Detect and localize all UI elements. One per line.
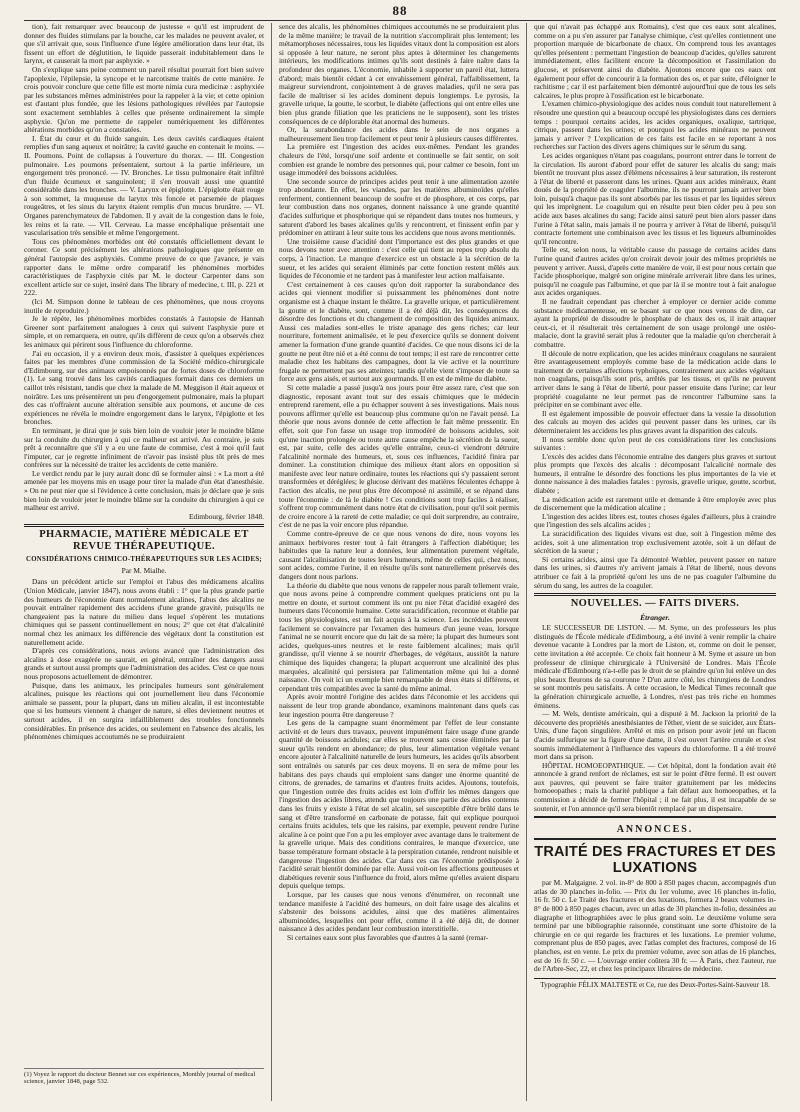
column-divider: [526, 23, 527, 1101]
paragraph: tion), fait remarquer avec beaucoup de justesse « qu'il est imprudent de donner des fluides stimulans par la bouche, car les malades ne peuvent avaler, et que s'il arrivait que, sous l'influence d'une légère amélioration dans leur état, ils fissent un effort de déglutition, le liquide passerait indubitablement dans le larynx, et causerait la mort par asphyxie. »: [24, 23, 264, 66]
paragraph: C'est certainement à ces causes qu'on doit rapporter la surabondance des acides qui viennent modifier si puissamment les phénomènes dont notre organisme est à chaque instant le théâtre. La gravelle urique, et particulièrement la goutte et le diabète, sont, comme il a été déjà dit, les conséquences du désordre des fonctions et du changement de composition des liquides animaux. Aussi ces maladies sont-elles le triste apanage des gens riches; car leur nourriture, fortement animalisée, et le peu d'exercice qu'ils se donnent doivent amener la formation d'une grande quantité d'acides. Ce que nous disons ici de la goutte ne peut être nié et a été connu de tout temps; il est rare de rencontrer cette maladie chez les habitans des campagnes, dont la vie active et la nourriture frugale ne permettent pas ses atteintes; tandis qu'elle vient s'imposer de toute sa force aux gens aisés, et surtout aux gourmands. Il en est de même du diabète.: [279, 279, 519, 384]
ad-title: TRAITÉ DES FRACTURES ET DES LUXATIONS: [534, 844, 776, 877]
news-subsection: Étranger.: [640, 613, 670, 623]
paragraph: D'après ces considérations, nous avions avancé que l'administration des alcalins à dose exagérée ne saurait, en général, entraîner des dangers aussi grands et surtout aussi prompts que l'administration des acides. C'est ce que nous nous proposons actuellement de démontrer.: [24, 646, 264, 681]
page-number: 88: [392, 3, 408, 18]
paragraph: On s'explique sans peine comment un pareil résultat pourrait fort bien suivre l'apoplexie, l'épilepsie, la syncope et le narcotisme traités de cette manière. Je crois pouvoir conclure que cette fille est morte nimia cura medicinæ : asphyxiée par les substances mêmes administrées pour la rappeler à la vie; et cette opinion est d'autant plus fondée, que les lésions pathologiques révélées par l'autopsie sont exactement semblables à celles que présente ordinairement la simple asphyxie. Qu'on me permette de rappeler numériquement les différentes altérations morbides qu'on a constatées.: [24, 64, 264, 135]
article-title: CONSIDÉRATIONS CHIMICO-THÉRAPEUTIQUES SUR LES ACIDES;: [26, 556, 262, 564]
paragraph: (Ici M. Simpson donne le tableau de ces phénomènes, que nous croyons inutile de reproduire.): [24, 297, 264, 315]
paragraph: Il est également impossible de pouvoir effectuer dans la vessie la dissolution des calculs au moyen des acides qui peuvent passer dans les urines, car ils détermineraient les accidens les plus graves avant la disparition des calculs.: [534, 408, 776, 435]
column-divider: [271, 23, 272, 1101]
paragraph: L'excès des acides dans l'économie entraîne des dangers plus graves et surtout plus prompts que l'excès des alcalis : décomposant l'alcalicité normale des humeurs, il entraîne le désordre des fonctions les plus importantes de la vie et donne naissance à des maladies fatales : pyrosis, gravelle urique, goutte, scorbut, diabète ;: [534, 451, 776, 496]
paragraph: Il nous semble donc qu'on peut de ces considérations tirer les conclusions suivantes :: [534, 434, 776, 453]
paragraph: Puisque, dans les animaux, les principales humeurs sont généralement alcalines, puisque les réactions qui ont journellement lieu dans l'économie animale se passent, pour la plupart, dans un milieu alcalin, il est incontestable que si les humeurs viennent à changer de nature, si elles deviennent neutres et surtout acides, il en surgira infailliblement des troubles fonctionnels considérables. En présence des acides, ou seulement en l'absence des alcalis, les phénomènes chimiques accoutumés ne se produiraient: [24, 680, 264, 742]
paragraph: Les gens de la campagne suant énormément par l'effet de leur constante activité et de leurs durs travaux, peuvent impunément faire usage d'une grande quantité de boissons acidules; car elles se trouvent sans cesse éliminées par la sueur qu'ils rendent en abondance; de plus, leur alimentation végétale venant encore ajouter à l'alcalinité naturelle de leurs humeurs, les acides qu'ils absorbent sont entraînés ou saturés par ces deux moyens. Il en sera de même pour les habitans des pays chauds qui emploient sans danger une énorme quantité de citrons, de grenades, de tamarins et d'autres fruits acides. Ajoutons, toutefois, que l'ingestion outrée des fruits acides est loin d'offrir les mêmes dangers que l'ingestion des acides libres, attendu que toujours une partie des acides contenus dans les fruits y existe à l'état de sel alcalin, sel susceptible d'être brûlé dans le sang et d'être transformé en carbonate de potasse, fait qui explique pourquoi certains fruits acidules, tels que les raisins, par exemple, peuvent rendre l'urine alcaline à ce point que l'on a pu les employer avec avantage dans le traitement de la gravelle urique. Mais des conditions contraires, le manque d'exercice, une basse température formant obstacle à la perspiration cutanée, rendront nuisible et dangereuse l'ingestion des acides. Car dans ces cas l'économie prédisposée à l'acidité serait bientôt dominée par elle. Aussi voit-on les affections goutteuses et diabétiques revenir sous l'influence du froid, alors même qu'elles avaient disparu depuis quelque temps.: [279, 718, 519, 891]
paragraph: Il découle de notre explication, que les acides minéraux coagulans ne sauraient être avantageusement employés comme base de la médication acide dans le traitement de certaines affections typhoïques, contrairement aux acides végétaux non coagulans, puisqu'ils sont pris, arrêtés par les tissus, et qu'ils ne peuvent arriver dans le sang à l'état de liberté, pour passer ensuite dans l'urine; car leur propriété coagulante ne leur permet pas de rencontrer l'albumine sans la précipiter en se combinant avec elle.: [534, 348, 776, 410]
paragraph: La théorie du diabète que nous venons de rappeler nous paraît tellement vraie, que nous avons peine à comprendre comment quelques praticiens ont pu la mettre en doute, et surtout comment ils ont pu nier l'état d'acidité exagéré des humeurs dans l'économie humaine. Cette suracidification, reconnue et établie par tous les physiologistes, est un fait acquis à la science. Les incrédules peuvent facilement se convaincre par l'examen des humeurs d'un jeune veau, lorsque l'animal ne se nourrit encore que du lait de sa mère; la plupart des humeurs sont acides, quelques-unes neutres et le reste faiblement alcalines; mais qu'il grandisse, qu'il vienne à se nourrir d'herbages, de végétaux, aussitôt la nature chimique des liquides changera; la plupart acquerront une alcalinité des plus marquées, alcalinité qui persistera par l'alimentation même qui lui a donné naissance. On voit ici un exemple bien remarquable de deux états si différens, et cependant très compatibles avec la santé du même animal.: [279, 580, 519, 693]
footnote: (1) Voyez le rapport du docteur Bennet sur ces expériences, Monthly journal of medical science, janvier 1848, page 532.: [24, 1068, 264, 1086]
section-rule: [534, 593, 776, 596]
paragraph: Les acides organiques n'étant pas coagulans, pourront entrer dans le torrent de la circulation. Ils auront d'abord pour effet de saturer les alcalis du sang; mais bientôt ne trouvant plus assez d'élémens nécessaires à leur saturation, ils resteront à l'état de liberté et passeront dans les urines. Quant aux acides minéraux, étant doués de la propriété de coaguler l'albumine, ils ne pourront jamais arriver bien loin, puisqu'à chaque pas ils sont absorbés par les tissus et par les liquides séreux qui les imprègnent. Le coagulum qui en résulte peut bien céder peu à peu son acide aux bases alcalines du sang; l'acide ainsi saturé peut bien alors passer dans l'urine à l'état salin, mais jamais il ne pourra y arriver à l'état de liberté, puisqu'il contracte fortement une combinaison avec les tissus et les liqueurs albuminoïdes qu'il rencontre.: [534, 150, 776, 246]
paragraph: que qui n'avait pas échappé aux Romains), c'est que ces eaux sont alcalines, comme on a pu s'en assurer par l'analyse chimique, c'est qu'elles contiennent une proportion marquée de bicarbonate de chaux. On comprend tous les avantages qu'elles présentent : permettant l'ingestion de beaucoup d'acides, qu'elles saturent immédiatement, elles facilitent encore la décomposition et l'assimilation du glucose, et préservent ainsi du diabète. Ajoutons encore que ces eaux ont également pour effet de concourir à la formation des os, et par suite, d'éloigner le rachitisme ; car il est parfaitement bien démontré aujourd'hui que de tous les sels calcaires, le plus propre à l'ossification est le bicarbonate.: [534, 23, 776, 100]
paragraph: Je le répète, les phénomènes morbides constatés à l'autopsie de Hannah Greener sont parfaitement analogues à ceux qui suivent l'asphyxie pure et simple, et on remarquera, en outre, qu'ils diffèrent de ceux qu'on a observés chez les animaux qui périrent sous l'influence du chloroforme.: [24, 314, 264, 349]
dateline: Edimbourg, février 1848.: [189, 511, 264, 521]
ad-text: par M. Malgaigne. 2 vol. in-8° de 800 à 850 pages chacun, accompagnés d'un atlas de 30 planches in-folio. — Prix du 1er volume, avec 16 planches in-folio, 16 fr. 50 c. Le Traité des fractures et des luxations, formera 2 beaux volumes in-8° de 800 à 850 pages chacun, avec un atlas de 30 planches in-folio, dessinées au diagraphe et lithographiées avec le plus grand soin. Le deuxième volume sera terminé par une bibliographie raisonnée, constituant une sorte d'histoire de la chirurgie en ce qui regarde les fractures et les luxations. Le premier volume, comprenant plus de 850 pages, avec l'atlas complet des fractures, composé de 16 planches, est en vente. Le prix du premier volume, avec son atlas de 16 planches, est de 16 fr. 50 c. — L'ouvrage entier coûtera 30 fr. — À Paris, chez l'auteur, rue de l'Arbre-Sec, 22, et chez les principaux libraires de médecine.: [534, 878, 776, 974]
paragraph: Or, la surabondance des acides dans le sein de nos organes a malheureusement lieu trop facilement et peut tenir à plusieurs causes différentes.: [279, 125, 519, 143]
paragraph: Une seconde source de principes acides peut tenir à une alimentation azotée trop abondante. En effet, les viandes, par les matières albuminoïdes qu'elles renferment, contiennent beaucoup de soufre et de phosphore, et ces corps, par leur combustion dans nos organes, donnent naissance à une grande quantité d'acides sulfurique et phosphorique qui se répandent dans toutes nos humeurs, y saturent d'abord les bases alcalines qu'ils y rencontrent, et finissent enfin par y prédominer en attirant à leur suite tous les accidens que nous avons mentionnés.: [279, 176, 519, 238]
paragraph: La médication acide est rarement utile et demande à être employée avec plus de discernement que la médication alcaline ;: [534, 494, 776, 513]
paragraph: J'ai eu occasion, il y a environ deux mois, d'assister à quelques expériences faites par les membres d'une commission de la Société médico-chirurgicale d'Edimbourg, sur des animaux empoisonnés par de fortes doses de chloroforme (1). Le sang trouvé dans les cavités cardiaques formait dans ces derniers un caillot très résistant, tandis que chez la malade de M. Meggison il était aqueux et noirâtre. Les uns présentèrent un peu d'engorgement pulmonaire, mais la plupart des cas n'offraient aucune altération sensible aux poumons, et aucune de ces expériences ne révéla le moindre engorgement dans le larynx, l'épiglotte et les bronches.: [24, 348, 264, 427]
paragraph: Une troisième cause d'acidité dont l'importance est des plus grandes et que nous devons noter avec attention : c'est celle qui tient au repos trop absolu du corps, à l'inaction. Le manque d'exercice est un obstacle à la sécrétion de la sueur, et les acides qui seraient éliminés par cette fonction restent mêlés aux liquides de l'économie et ne tardent pas à manifester leur action malfaisante.: [279, 236, 519, 281]
paragraph: I. État du cœur et du fluide sanguin. Les deux cavités cardiaques étaient remplies d'un sang aqueux et noirâtre; la cavité gauche en contenait le moins. — II. Poumons. Point de collapsus à l'ouverture du thorax. — III. Congestion pulmonaire. Les poumons présentaient, surtout à la partie inférieure, un engorgement très prononcé. — IV. Bronches. Le tissu pulmonaire était infiltré d'un fluide écumeux et sanguinolent; il s'en trouvait aussi une quantité considérable dans les bronches. — V. Larynx et épiglotte. L'épiglotte était rouge à son sommet, la muqueuse du larynx très foncée et parsemée de plaques rougeâtres, et les sinus du larynx étaient remplis d'un mucus brunâtre. — VI. Organes parenchymateux de l'abdomen. Il y avait de la congestion dans le foie, les reins et la rate. — VII. Cerveau. La masse encéphalique présentait une vascularisation très sensible et même l'engorgement.: [24, 133, 264, 238]
top-rule: [24, 20, 776, 21]
paragraph: L'examen chimico-physiologique des acides nous conduit tout naturellement à résoudre une question qui a beaucoup occupé les physiologistes dans ces derniers temps : pourquoi certains acides, les acides organiques, oxalique, tartrique, citrique, passent dans les urines; et pourquoi les acides minéraux ne peuvent jamais y arriver ? L'explication de ces faits est facile en se reportant à nos recherches sur l'action des divers agens chimiques sur le sérum du sang.: [534, 99, 776, 152]
annonces-banner: [534, 816, 776, 840]
paragraph: Après avoir montré l'origine des acides dans l'économie et les accidens qui naissent de leur trop grande abondance, examinons maintenant dans quels cas leur ingestion pourra être dangereuse ?: [279, 692, 519, 719]
paragraph: Le verdict rendu par le jury aurait donc dû se formuler ainsi : « La mort a été amenée par les moyens mis en usage pour tirer la malade d'un état d'anesthésie. » On ne peut nier que si l'évidence à cette conclusion, mais je déclare que je suis bien loin de vouloir jeter le moindre blâme sur la conduite du chirurgien à qui ce malheur est arrivé.: [24, 468, 264, 513]
printer-line: Typographie FÉLIX MALTESTE et Ce, rue des Deux-Portes-Saint-Sauveur 18.: [534, 978, 776, 989]
paragraph: Lorsque, par les causes que nous venons d'énumérer, on reconnaît une tendance manifeste à l'acidité des humeurs, on doit faire usage des alcalins et s'abstenir des boissons acidules, ainsi que des matières alimentaires albuminoïdes, lesquelles ont pour effet, comme il a été déjà dit, de donner naissance à des acides pendant leur combustion interstitielle.: [279, 889, 519, 934]
paragraph: Il ne faudrait cependant pas chercher à employer ce dernier acide comme substance médicamenteuse, en se basant sur ce que nous venons de dire, car ayant la propriété de dissoudre le phosphate de chaux des os, il irait attaquer ceux-ci, et il résulterait très certainement de son usage prolongé une ostéo-malacie, dont la gravité serait plus à redouter que la maladie qu'on chercherait à combattre.: [534, 297, 776, 349]
paragraph: Si cette maladie a passé jusqu'à nos jours pour être assez rare, c'est que son diagnostic, reposant avant tout sur des essais chimiques que le médecin entreprend rarement, elle a pu échapper souvent à ses investigations. Mais nous pouvons affirmer qu'elle est beaucoup plus commune qu'on ne l'avait pensé. La théorie que nous avons donnée de cette affection le fait même pressentir. En effet, soit que l'on fasse un usage trop immodéré de boissons acidules, soit qu'une inaction prolongée ou toute autre cause empêche la sécrétion de la sueur, est, par suite, celle des acides qu'elle entraîne, ceux-ci viendront détruire l'alcalinité normale des humeurs, et, sous ces influences, l'acidité finira par dominer. La constitution chimique des milieux étant alors en opposition si manifeste avec leur nature ordinaire, toutes les réactions qui s'y passaient seront transformées et déréglées; le glucose dérivant des matières féculentes échappe à l'action des alcalis, ne peut plus être décomposé ni assimilé, et se répand dans toute l'économie : de là le diabète ! Ces conditions sont trop faciles à réaliser, s'offrent trop communément dans notre état de civilisation, pour qu'il soit permis de croire encore à la rareté de cette maladie; ce qui doit surprendre, au contraire, c'est de ne pas la voir encore plus répandue.: [279, 382, 519, 530]
article-author: Par M. Mialhe.: [121, 566, 167, 576]
paragraph: Comme contre-épreuve de ce que nous venons de dire, nous voyons les animaux herbivores rester tout à fait étrangers à l'affection diabétique; les habitudes que la nature leur a données, leur alimentation purement végétale, causant l'alcalinisation de toutes leurs humeurs, même de celles qui, chez nous, sont acides, comme l'urine, il en résulte qu'ils sont naturellement préservés des dangers dont nous parlons.: [279, 529, 519, 581]
news-item: HÔPITAL HOMOEOPATHIQUE. — Cet hôpital, dont la fondation avait été annoncée à grand renfort de réclames, est sur le point d'être fermé. Il est ouvert aux pauvres, qui peuvent se faire traiter gratuitement par les médecins homoeopathes ; mais la charité publique a fait défaut aux homoeopathes, et la commission a décidé de fermer l'hôpital ; il ne fait plus, il est incapable de se soutenir, et l'on annonce qu'il sera bientôt remplacé par un dispensaire.: [534, 760, 776, 813]
paragraph: Tous ces phénomènes morbides ont été constatés officiellement devant le coroner. Ce sont précisément les altérations pathologiques que présente en général l'autopsie des asphyxiés. Comme preuve de ce que j'avance, je vais rapporter dans le même ordre comparatif les phénomènes morbides caractéristiques de l'asphyxie cités par M. le docteur Carpenter dans son excellent article sur ce sujet, inséré dans The library of medecine, t. III, p. 221 et 222.: [24, 236, 264, 298]
paragraph: L'ingestion des acides libres est, toutes choses égales d'ailleurs, plus à craindre que l'ingestion des sels alcalins acides ;: [534, 511, 776, 530]
column-3: [534, 23, 776, 1101]
paragraph: Si certaines eaux sont plus favorables que d'autres à la santé (remar-: [287, 932, 489, 942]
paragraph: Telle est, selon nous, la véritable cause du passage de certains acides dans l'urine quand d'autres acides qu'on croirait devoir jouir des mêmes propriétés ne peuvent y arriver. Aussi, d'après cette manière de voir, il est pour nous certain que l'acide phosphorique, malgré son origine minérale arriverait libre dans les urines, puisqu'il ne coagule pas l'albumine, et que par là il se montre tout à fait analogue aux acides organiques.: [534, 245, 776, 298]
column-1: [24, 23, 264, 1101]
paragraph: La première est l'ingestion des acides eux-mêmes. Pendant les grandes chaleurs de l'été, lorsqu'une soif ardente et continuelle se fait sentir, on soit combien est grande le nombre des personnes qui, pour calmer ce besoin, font un usage immodéré des boissons acidulées.: [279, 142, 519, 178]
news-item: LE SUCCESSEUR DE LISTON. — M. Syme, un des professeurs les plus distingués de l'École médicale d'Edimbourg, a été invité à venir remplir la chaire devenue vacante à Londres par la mort de Liston, et, comme on doit le penser, cette invitation a été acceptée. Ce choix fait honneur à M. Syme et assure un bon professeur de clinique chirurgicale à l'Université de Londres. Mais l'École médicale d'Edimbourg n'a-t-elle pas le droit de se plaindre qu'on lui enlève un des plus beaux fleurons de sa couronne ? D'un autre côté, les chirurgiens de Londres se sont montrés peu satisfaits. À cette occasion, le Medical Times reconnaît que la génération chirurgicale actuelle, à Londres, n'est pas très riche en hommes éminens.: [534, 623, 776, 710]
column-2: [279, 23, 519, 1101]
section-title: PHARMACIE, MATIÈRE MÉDICALE ET REVUE THÉRAPEUTIQUE.: [39, 529, 249, 553]
section-rule: [24, 524, 264, 527]
paragraph: Dans un précédent article sur l'emploi et l'abus des médicamens alcalins (Union Médicale, janvier 1847), nous avons établi : 1° que la plus grande partie des humeurs de l'économie étant normalement alcalines, l'abus des alcalins ne pouvait entraîner rapidement des accidens d'une grande gravité, puisqu'ils ne changeaient pas la nature du milieu dans lequel s'opèrent les mutations chimiques qui se passent continuellement en nous; 2° que cet état d'alcalinité normal chez les animaux les différencie des végétaux dont la constitution est naturellement acide.: [24, 577, 264, 647]
annonces-label: ANNONCES.: [616, 824, 694, 836]
news-item: — M. Wels, dentiste américain, qui a disputé à M. Jackson la priorité de la découverte des propriétés anesthésiantes de l'éther, vient de se suicider, aux États-Unis, d'une façon singulière. Arrêté et mis en prison pour avoir jeté un flacon d'acide sulfurique sur la figure d'une dame, il s'est ouvert l'artère crurale et s'est soumis immédiatement à l'influence des vapeurs du chloroforme. Il a été trouvé mort dans sa prison.: [534, 709, 776, 762]
paragraph: sence des alcalis, les phénomènes chimiques accoutumés ne se produiraient plus de la même manière; le travail de la nutrition s'accomplirait plus lentement; les métamorphoses nécessaires, tous les liquides vitaux dont la composition est alors si opposée à leur nature, ne seront plus aptes à déterminer les changements intérieurs, les modifications intimes qu'ils sont destinés à faire naître dans la profondeur des organes. L'économie, inhabile à supporter un pareil état, luttera d'abord; mais bientôt cédant à cet envahissement général, l'affaiblissement, la maigreur surviendront, conjointement à de graves maladies, qu'il ne sera pas facile de maîtriser si les acides dominent depuis longtemps. Le pyrosis, la gravelle urique, la goutte, le scorbut, le diabète (affections qui ont entre elles une bien plus grande filiation que les praticiens ne le supposent), sont les tristes conséquences de ce déplorable état anormal des humeurs.: [279, 23, 519, 126]
news-title: NOUVELLES. — FAITS DIVERS.: [570, 598, 740, 610]
paragraph: Si certains acides, ainsi que l'a démontré Wœhler, peuvent passer en nature dans les urines, si d'autres n'y arrivent jamais à l'état de liberté, nous devons attribuer ce fait à la propriété qu'ont les uns de ne pas coaguler l'albumine du sérum du sang, les autres de la coaguler.: [534, 554, 776, 590]
paragraph: La suracidification des liquides vivans est due, soit à l'ingestion même des acides, soit à une alimentation trop exclusivement azotée, soit à un défaut de sécrétion de la sueur ;: [534, 529, 776, 556]
paragraph: En terminant, je dirai que je suis bien loin de vouloir jeter le moindre blâme sur la conduite du chirurgien à qui ce malheur est arrivé. Au contraire, je suis prêt à reconnaître que s'il y a eu une faute de commise, c'est à moi qu'il faut l'imputer, car je regrette infiniment de n'avoir pas insisté plus tôt près de mes confrères sur la nécessité de traiter les accidents de cette manière.: [24, 425, 264, 470]
